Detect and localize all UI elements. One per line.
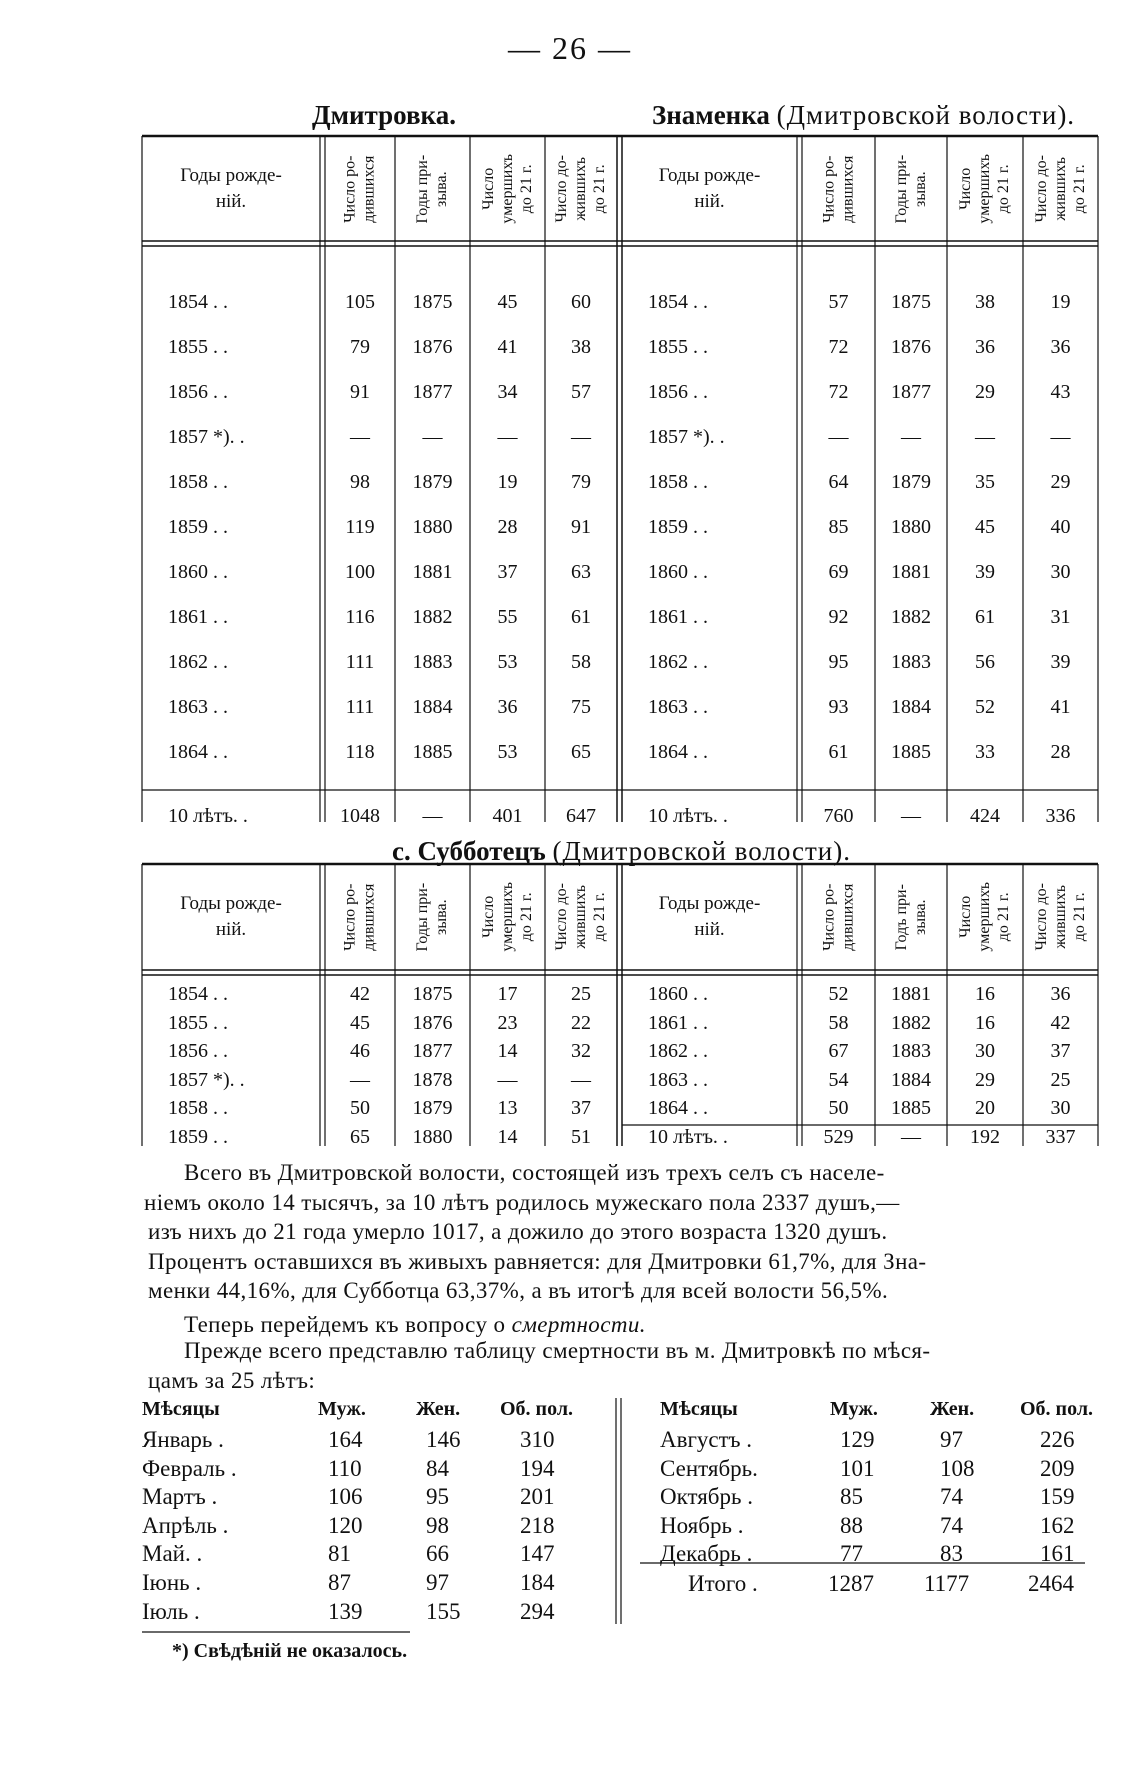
- month-name: Январь .: [142, 1427, 224, 1452]
- header-both-right: Об. пол.: [1020, 1398, 1094, 1420]
- year-cell: 1861 . .: [648, 606, 708, 628]
- born-cell: 105: [345, 291, 375, 313]
- died-cell: 14: [497, 1040, 518, 1062]
- year-cell: 1859 . .: [168, 1125, 228, 1148]
- died-cell: 28: [497, 516, 518, 538]
- year-cell: 1862 . .: [648, 1040, 708, 1062]
- draft-cell: 1884: [891, 1068, 931, 1091]
- para-line: цамъ за 25 лѣтъ:: [148, 1367, 316, 1393]
- died-cell: 34: [497, 381, 518, 403]
- year-cell: 10 лѣтъ. .: [648, 1125, 728, 1148]
- died-cell: 36: [975, 336, 995, 358]
- survived-cell: 60: [571, 291, 591, 313]
- born-cell: 93: [828, 696, 849, 718]
- header-female-right: Жен.: [930, 1398, 975, 1420]
- died-cell: 36: [497, 696, 518, 718]
- born-cell: 111: [345, 651, 375, 673]
- para-line: Всего въ Дмитровской волости, состоящей изъ трехъ селъ съ населе-: [184, 1160, 885, 1185]
- died-cell: —: [975, 426, 995, 448]
- survived-cell: 25: [571, 983, 591, 1005]
- survived-cell: 30: [1050, 561, 1071, 583]
- draft-cell: 1881: [891, 561, 931, 583]
- col-header-draft: Годъ при- зыва.: [892, 883, 929, 951]
- born-cell: 61: [828, 741, 849, 763]
- draft-cell: —: [901, 1125, 921, 1148]
- born-cell: 116: [345, 606, 375, 628]
- year-cell: 1860 . .: [168, 561, 228, 583]
- total-both: 2464: [1028, 1571, 1074, 1596]
- header-month-right: Мѣсяцы: [660, 1398, 738, 1420]
- draft-cell: 1883: [891, 651, 931, 673]
- born-cell: 85: [828, 516, 849, 538]
- born-cell: 45: [350, 1011, 370, 1034]
- col-header-survived: Число до- жившихъ до 21 г.: [1032, 883, 1089, 951]
- born-cell: 118: [345, 741, 375, 763]
- male-count: 77: [840, 1541, 863, 1567]
- born-cell: 50: [828, 1097, 849, 1119]
- survived-cell: 39: [1050, 651, 1071, 673]
- header-male-right: Муж.: [830, 1398, 878, 1420]
- died-cell: 29: [975, 381, 995, 403]
- year-cell: 1864 . .: [648, 1097, 708, 1119]
- draft-cell: 1885: [891, 741, 931, 763]
- draft-cell: 1883: [412, 651, 453, 673]
- born-cell: 91: [350, 381, 370, 403]
- female-count: 98: [426, 1512, 449, 1538]
- year-cell: 1855 . .: [168, 336, 228, 358]
- survived-cell: 19: [1050, 291, 1071, 313]
- draft-cell: 1877: [412, 1040, 453, 1062]
- col-header-draft: Годы при- зыва.: [414, 882, 451, 952]
- year-cell: 1858 . .: [168, 471, 228, 493]
- born-cell: 65: [350, 1125, 370, 1148]
- year-cell: 10 лѣтъ. .: [168, 805, 248, 827]
- year-cell: 1856 . .: [168, 381, 228, 403]
- year-cell: 1854 . .: [168, 291, 228, 313]
- para-text: Теперь перейдемъ къ вопросу о: [184, 1312, 512, 1337]
- year-cell: 1862 . .: [648, 651, 708, 673]
- znamenka-title-name: Знаменка: [652, 100, 770, 130]
- survived-cell: 42: [1050, 1011, 1071, 1034]
- both-count: 226: [1040, 1427, 1075, 1452]
- draft-cell: —: [901, 805, 921, 827]
- died-cell: —: [497, 1068, 518, 1091]
- both-count: 184: [520, 1570, 555, 1595]
- subbotets-title-name: с. Субботецъ: [392, 836, 546, 866]
- born-cell: 100: [345, 561, 375, 583]
- survived-cell: 37: [571, 1097, 591, 1119]
- survived-cell: 36: [1050, 983, 1071, 1005]
- year-cell: 1854 . .: [648, 291, 708, 313]
- female-count: 97: [426, 1570, 449, 1595]
- para-line: Процентъ оставшихся въ живыхъ равняется: для Дмитровки 61,7%, для Зна-: [148, 1248, 927, 1274]
- died-cell: 192: [970, 1125, 1000, 1148]
- survived-cell: —: [571, 426, 591, 448]
- page-number: — 26 —: [508, 30, 632, 66]
- year-cell: 1860 . .: [648, 983, 708, 1005]
- year-cell: 1855 . .: [168, 1011, 228, 1034]
- born-cell: 67: [828, 1040, 849, 1062]
- survived-cell: 63: [571, 561, 591, 583]
- survived-cell: 91: [571, 516, 591, 538]
- died-cell: 13: [497, 1097, 518, 1119]
- col-header-born: Число ро- дившихся: [820, 883, 857, 951]
- born-cell: 72: [828, 381, 849, 403]
- born-cell: 111: [345, 696, 375, 718]
- died-cell: 35: [975, 471, 995, 493]
- both-count: 294: [520, 1598, 555, 1624]
- month-name: Іюль .: [142, 1598, 200, 1624]
- draft-cell: 1877: [412, 381, 453, 403]
- female-count: 95: [426, 1484, 449, 1510]
- survived-cell: —: [571, 1068, 591, 1091]
- col-header-died: Число умершихъ до 21 г.: [957, 882, 1013, 952]
- header-male-left: Муж.: [318, 1398, 366, 1420]
- survived-cell: 38: [571, 336, 591, 358]
- female-count: 84: [426, 1455, 449, 1481]
- draft-cell: 1883: [891, 1040, 931, 1062]
- male-count: 120: [328, 1512, 363, 1538]
- both-count: 194: [520, 1455, 555, 1481]
- draft-cell: 1875: [891, 291, 931, 313]
- born-cell: 79: [350, 336, 370, 358]
- year-cell: 1860 . .: [648, 561, 708, 583]
- draft-cell: 1880: [412, 516, 453, 538]
- draft-cell: 1884: [412, 696, 453, 718]
- month-name: Октябрь .: [660, 1484, 753, 1510]
- draft-cell: 1876: [412, 336, 453, 358]
- year-cell: 1857 *). .: [168, 426, 245, 448]
- born-cell: 57: [828, 291, 849, 313]
- draft-cell: 1879: [412, 471, 453, 493]
- both-count: 218: [520, 1512, 555, 1538]
- draft-cell: 1878: [412, 1068, 453, 1091]
- died-cell: 39: [975, 561, 995, 583]
- female-count: 97: [940, 1427, 963, 1452]
- survived-cell: 647: [566, 805, 596, 827]
- born-cell: 529: [823, 1125, 854, 1148]
- born-cell: 50: [350, 1097, 370, 1119]
- col-header-draft: Годы при- зыва.: [892, 154, 929, 224]
- header-female-left: Жен.: [416, 1398, 461, 1420]
- survived-cell: 43: [1050, 381, 1071, 403]
- female-count: 155: [426, 1598, 461, 1624]
- born-cell: 54: [828, 1068, 849, 1091]
- died-cell: 401: [492, 805, 523, 827]
- para-line: ніемъ около 14 тысячъ, за 10 лѣтъ родилось мужескаго пола 2337 душъ,—: [144, 1189, 900, 1215]
- year-cell: 1857 *). .: [648, 426, 725, 448]
- col-header-survived: Число до- жившихъ до 21 г.: [553, 155, 609, 223]
- born-cell: 69: [828, 561, 849, 583]
- born-cell: 119: [345, 516, 375, 538]
- died-cell: 16: [975, 983, 995, 1005]
- year-cell: 1863 . .: [648, 696, 708, 718]
- both-count: 162: [1040, 1512, 1075, 1538]
- month-name: Мартъ .: [142, 1484, 218, 1510]
- born-cell: 760: [823, 805, 854, 827]
- died-cell: 17: [497, 983, 518, 1005]
- survived-cell: 22: [571, 1011, 591, 1034]
- draft-cell: 1885: [412, 741, 453, 763]
- died-cell: 52: [975, 696, 995, 718]
- born-cell: —: [828, 426, 849, 448]
- draft-cell: 1875: [412, 291, 453, 313]
- born-cell: 98: [350, 471, 370, 493]
- survived-cell: 337: [1045, 1125, 1076, 1148]
- year-cell: 1861 . .: [168, 606, 228, 628]
- survived-cell: 30: [1050, 1097, 1071, 1119]
- draft-cell: 1879: [891, 471, 931, 493]
- draft-cell: 1885: [891, 1097, 931, 1119]
- survived-cell: 40: [1050, 516, 1071, 538]
- both-count: 201: [520, 1484, 555, 1510]
- died-cell: 19: [497, 471, 518, 493]
- year-cell: 1861 . .: [648, 1011, 708, 1034]
- draft-cell: 1875: [412, 983, 453, 1005]
- header-month-left: Мѣсяцы: [142, 1398, 220, 1420]
- both-count: 147: [520, 1541, 555, 1567]
- znamenka-title-volost: (Дмитровской волости).: [776, 100, 1076, 130]
- para-emphasis: смертности.: [511, 1312, 646, 1337]
- born-cell: 52: [828, 983, 849, 1005]
- year-cell: 1864 . .: [648, 741, 708, 763]
- month-name: Ноябрь .: [660, 1512, 744, 1538]
- col-header-survived: Число до- жившихъ до 21 г.: [1032, 155, 1089, 223]
- both-count: 209: [1040, 1455, 1075, 1481]
- col-header-survived: Число до- жившихъ до 21 г.: [553, 883, 609, 951]
- female-count: 74: [940, 1484, 963, 1510]
- died-cell: 41: [497, 336, 518, 358]
- draft-cell: 1884: [891, 696, 931, 718]
- survived-cell: —: [1050, 426, 1071, 448]
- col-header-died: Число умершихъ до 21 г.: [479, 154, 536, 224]
- survived-cell: 29: [1050, 471, 1071, 493]
- male-count: 106: [328, 1484, 363, 1510]
- survived-cell: 75: [571, 696, 591, 718]
- survived-cell: 79: [571, 471, 591, 493]
- survived-cell: 36: [1050, 336, 1071, 358]
- draft-cell: 1881: [891, 983, 931, 1005]
- born-cell: 1048: [340, 805, 380, 827]
- male-count: 139: [328, 1598, 363, 1624]
- year-cell: 1858 . .: [648, 471, 708, 493]
- survived-cell: 37: [1050, 1040, 1071, 1062]
- survived-cell: 28: [1050, 741, 1071, 763]
- survived-cell: 58: [571, 651, 591, 673]
- born-cell: 58: [828, 1011, 849, 1034]
- draft-cell: —: [422, 805, 443, 827]
- para-line: менки 44,16%, для Субботца 63,37%, а въ итогѣ для всей волости 56,5%.: [148, 1278, 889, 1303]
- total-label: Итого .: [688, 1571, 758, 1596]
- born-cell: —: [350, 1068, 370, 1091]
- died-cell: 30: [975, 1040, 995, 1062]
- died-cell: 61: [975, 606, 995, 628]
- draft-cell: 1877: [891, 381, 931, 403]
- born-cell: 64: [828, 471, 849, 493]
- died-cell: 45: [497, 291, 518, 313]
- male-count: 81: [328, 1541, 351, 1567]
- year-cell: 1854 . .: [168, 983, 228, 1005]
- draft-cell: 1876: [891, 336, 931, 358]
- survived-cell: 41: [1050, 696, 1071, 718]
- male-count: 129: [840, 1427, 875, 1452]
- year-cell: 1862 . .: [168, 651, 228, 673]
- male-count: 110: [328, 1455, 362, 1481]
- died-cell: —: [497, 426, 518, 448]
- born-cell: 46: [350, 1040, 370, 1062]
- died-cell: 424: [970, 805, 1000, 827]
- survived-cell: 25: [1050, 1068, 1071, 1091]
- draft-cell: 1881: [412, 561, 453, 583]
- year-cell: 1857 *). .: [168, 1068, 245, 1091]
- year-cell: 1856 . .: [168, 1040, 228, 1062]
- died-cell: 20: [975, 1097, 995, 1119]
- died-cell: 55: [497, 606, 518, 628]
- survived-cell: 51: [571, 1125, 591, 1148]
- col-header-years: Годы рожде- ній.: [658, 165, 761, 212]
- year-cell: 1859 . .: [168, 516, 228, 538]
- died-cell: 53: [497, 741, 518, 763]
- female-count: 66: [426, 1541, 449, 1567]
- col-header-born: Число ро- дившихся: [341, 883, 378, 951]
- died-cell: 16: [975, 1011, 995, 1034]
- survived-cell: 336: [1045, 805, 1076, 827]
- month-name: Май. .: [142, 1541, 203, 1567]
- col-header-died: Число умершихъ до 21 г.: [957, 154, 1013, 224]
- survived-cell: 65: [571, 741, 591, 763]
- draft-cell: 1876: [412, 1011, 453, 1034]
- year-cell: 1856 . .: [648, 381, 708, 403]
- month-name: Декабрь .: [660, 1541, 753, 1567]
- col-header-years: Годы рожде- ній.: [180, 893, 282, 940]
- born-cell: —: [350, 426, 370, 448]
- dmitrovka-title: Дмитровка.: [312, 100, 456, 130]
- survived-cell: 31: [1050, 606, 1071, 628]
- para-line: Прежде всего представлю таблицу смертности въ м. Дмитровкѣ по мѣся-: [184, 1338, 931, 1363]
- year-cell: 1864 . .: [168, 741, 228, 763]
- survived-cell: 61: [571, 606, 591, 628]
- month-name: Сентябрь.: [660, 1455, 758, 1481]
- year-cell: 1863 . .: [168, 696, 228, 718]
- both-count: 161: [1040, 1541, 1075, 1567]
- month-name: Февраль .: [142, 1455, 237, 1481]
- year-cell: 1863 . .: [648, 1068, 708, 1091]
- both-count: 159: [1040, 1484, 1075, 1510]
- draft-cell: 1882: [891, 606, 931, 628]
- male-count: 164: [328, 1427, 363, 1452]
- col-header-born: Число ро- дившихся: [820, 155, 857, 223]
- year-cell: 10 лѣтъ. .: [648, 805, 728, 827]
- draft-cell: 1880: [891, 516, 931, 538]
- para-line: изъ нихъ до 21 года умерло 1017, а дожило до этого возраста 1320 душъ.: [148, 1219, 888, 1244]
- born-cell: 42: [350, 983, 370, 1005]
- footnote: *) Свѣдѣній не оказалось.: [172, 1640, 408, 1662]
- total-male: 1287: [828, 1571, 874, 1596]
- total-female: 1177: [924, 1571, 970, 1596]
- female-count: 108: [940, 1455, 975, 1481]
- year-cell: 1858 . .: [168, 1097, 228, 1119]
- draft-cell: 1880: [412, 1125, 453, 1148]
- month-name: Іюнь .: [142, 1570, 202, 1595]
- year-cell: 1859 . .: [648, 516, 708, 538]
- died-cell: 37: [497, 561, 518, 583]
- col-header-born: Число ро- дившихся: [341, 155, 378, 223]
- month-name: Августъ .: [660, 1427, 753, 1452]
- born-cell: 95: [828, 651, 849, 673]
- survived-cell: 57: [571, 381, 591, 403]
- year-cell: 1855 . .: [648, 336, 708, 358]
- subbotets-title-volost: (Дмитровской волости).: [552, 836, 851, 866]
- died-cell: 56: [975, 651, 995, 673]
- draft-cell: 1882: [891, 1011, 931, 1034]
- died-cell: 38: [975, 291, 995, 313]
- female-count: 83: [940, 1541, 963, 1567]
- male-count: 88: [840, 1512, 863, 1538]
- male-count: 87: [328, 1570, 351, 1595]
- col-header-years: Годы рожде- ній.: [658, 893, 761, 940]
- draft-cell: 1879: [412, 1097, 453, 1119]
- female-count: 146: [426, 1427, 461, 1452]
- died-cell: 33: [975, 741, 995, 763]
- month-name: Апрѣль .: [142, 1512, 229, 1538]
- died-cell: 14: [497, 1125, 518, 1148]
- col-header-years: Годы рожде- ній.: [180, 165, 282, 212]
- male-count: 85: [840, 1484, 863, 1510]
- col-header-draft: Годы при- зыва.: [414, 154, 451, 224]
- died-cell: 23: [497, 1011, 518, 1034]
- survived-cell: 32: [571, 1040, 591, 1062]
- female-count: 74: [940, 1512, 963, 1538]
- draft-cell: 1882: [412, 606, 453, 628]
- male-count: 101: [840, 1455, 875, 1481]
- both-count: 310: [520, 1427, 555, 1452]
- died-cell: 53: [497, 651, 518, 673]
- draft-cell: —: [422, 426, 443, 448]
- died-cell: 29: [975, 1068, 995, 1091]
- header-both-left: Об. пол.: [500, 1398, 574, 1420]
- born-cell: 92: [828, 606, 849, 628]
- born-cell: 72: [828, 336, 849, 358]
- died-cell: 45: [975, 516, 995, 538]
- col-header-died: Число умершихъ до 21 г.: [479, 882, 536, 952]
- draft-cell: —: [901, 426, 921, 448]
